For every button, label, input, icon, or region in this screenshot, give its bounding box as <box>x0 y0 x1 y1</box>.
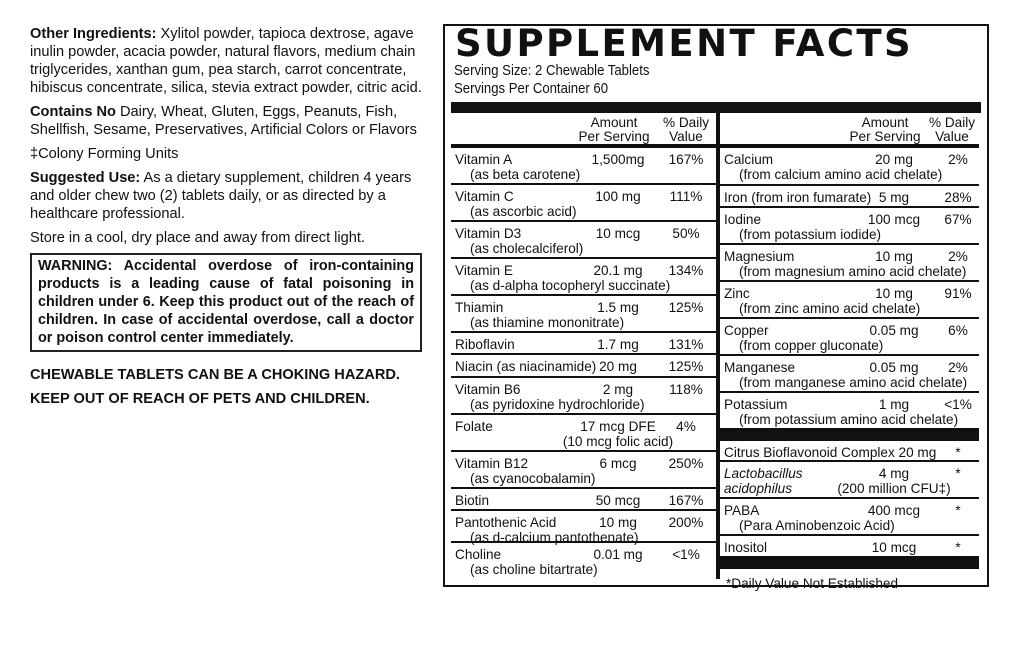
nutrient-row <box>720 319 979 356</box>
nutrient-amount: 2 mg <box>602 382 634 397</box>
nutrient-source: (from magnesium amino acid chelate) <box>739 264 967 279</box>
daily-value: 50% <box>672 226 700 241</box>
nutrient-row <box>720 282 979 319</box>
dv-header: % Daily Value <box>928 115 976 144</box>
nutrient-row <box>451 333 716 355</box>
nutrient-name: PABA <box>724 503 760 518</box>
nutrient-name: Potassium <box>724 397 788 412</box>
nutrient-name: Manganese <box>724 360 796 375</box>
nutrient-name: Iron (from iron fumarate) <box>724 190 872 205</box>
nutrient-name: Choline <box>455 547 502 562</box>
column-header <box>451 113 716 148</box>
nutrient-name: Niacin (as niacinamide) <box>455 359 597 374</box>
nutrient-amount: 4 mg <box>878 466 910 481</box>
daily-value: 67% <box>944 212 972 227</box>
nutrient-amount: 1,500mg <box>591 152 645 167</box>
amount-header: Amount Per Serving <box>849 115 921 144</box>
nutrient-name: Vitamin D3 <box>455 226 522 241</box>
nutrient-row <box>720 148 979 186</box>
daily-value: 111% <box>669 189 703 204</box>
nutrient-amount-detail: (10 mcg folic acid) <box>562 434 674 449</box>
nutrient-row <box>720 356 979 393</box>
nutrient-source: (from zinc amino acid chelate) <box>739 301 921 316</box>
daily-value: 167% <box>668 152 704 167</box>
nutrient-name-line2: acidophilus <box>724 481 793 496</box>
daily-value: 4% <box>676 419 696 434</box>
nutrient-name: Copper <box>724 323 769 338</box>
daily-value: 134% <box>668 263 704 278</box>
nutrient-amount: 50 mcg <box>595 493 641 508</box>
suggested-use-text: As a dietary supplement, children 4 years and older chew two (2) tablets daily, or as directed by a healthcare professional. <box>30 170 412 222</box>
nutrient-name: Iodine <box>724 212 762 227</box>
nutrient-amount: 0.05 mg <box>869 323 919 338</box>
daily-value: <1% <box>672 547 700 562</box>
serving-size: Serving Size: 2 Chewable Tablets <box>454 63 650 79</box>
nutrient-amount: 0.01 mg <box>593 547 643 562</box>
daily-value: 167% <box>668 493 704 508</box>
footnote-row <box>720 569 979 599</box>
daily-value: 2% <box>948 152 968 167</box>
supplement-facts-panel <box>443 22 989 591</box>
nutrient-name: Pantothenic Acid <box>455 515 557 530</box>
nutrient-amount: 1.7 mg <box>597 337 639 352</box>
column-header <box>720 113 979 148</box>
nutrient-row <box>720 393 979 430</box>
nutrient-name: Vitamin E <box>455 263 513 278</box>
nutrient-source: (from manganese amino acid chelate) <box>739 375 968 390</box>
cfu-note: ‡Colony Forming Units <box>30 146 179 162</box>
nutrient-amount: 100 mg <box>595 189 641 204</box>
suggested-use <box>30 169 422 223</box>
nutrient-row <box>720 245 979 282</box>
suggested-use-label: Suggested Use: <box>30 170 141 186</box>
daily-value: * <box>955 466 961 481</box>
nutrient-source: (as d-alpha tocopheryl succinate) <box>470 278 671 293</box>
nutrient-row <box>451 185 716 222</box>
nutrient-source: (Para Aminobenzoic Acid) <box>739 518 895 533</box>
nutrient-name: Magnesium <box>724 249 795 264</box>
nutrient-name: Vitamin B6 <box>455 382 521 397</box>
daily-value: 125% <box>668 300 704 315</box>
nutrient-source: (as choline bitartrate) <box>470 562 598 577</box>
nutrient-name: Biotin <box>455 493 490 508</box>
nutrient-amount-detail: (200 million CFU‡) <box>837 481 951 496</box>
nutrient-row <box>720 462 979 499</box>
contains-no-text: Dairy, Wheat, Gluten, Eggs, Peanuts, Fish, Shellfish, Sesame, Preservatives, Artificial Colors or Flavors <box>30 104 417 138</box>
nutrient-source: (as d-calcium pantothenate) <box>470 530 639 545</box>
nutrient-row <box>720 186 979 208</box>
nutrient-amount: 6 mcg <box>599 456 637 471</box>
nutrient-name: Folate <box>455 419 493 434</box>
nutrient-row <box>720 441 979 462</box>
nutrient-row <box>451 378 716 415</box>
nutrient-source: (as thiamine mononitrate) <box>470 315 625 330</box>
warning-box: WARNING: Accidental overdose of iron-containing products is a leading cause of fatal poisoning in children under 6. Keep this product out of the reach of children. In case of accidental overdose, call a doctor or poison control center immediately. <box>30 253 422 352</box>
nutrient-amount: 10 mg <box>875 249 913 264</box>
keep-out-of-reach: KEEP OUT OF REACH OF PETS AND CHILDREN. <box>30 391 370 407</box>
daily-value: * <box>955 540 961 555</box>
nutrient-amount: 0.05 mg <box>869 360 919 375</box>
nutrient-source: (as ascorbic acid) <box>470 204 577 219</box>
nutrient-amount: 20.1 mg <box>593 263 643 278</box>
left-panel <box>30 25 422 414</box>
nutrient-row <box>451 489 716 511</box>
nutrient-amount: 17 mcg DFE <box>580 419 656 434</box>
daily-value: 91% <box>944 286 972 301</box>
nutrient-amount: 10 mcg <box>871 540 917 555</box>
nutrient-name: Thiamin <box>455 300 504 315</box>
nutrient-source: (as pyridoxine hydrochloride) <box>470 397 645 412</box>
nutrient-row <box>720 499 979 536</box>
nutrient-name: Vitamin A <box>455 152 513 167</box>
nutrient-source: (as beta carotene) <box>470 167 581 182</box>
nutrient-name: Inositol <box>724 540 768 555</box>
nutrient-amount: 1 mg <box>878 397 910 412</box>
daily-value: * <box>955 445 961 460</box>
daily-value: 125% <box>668 359 704 374</box>
facts-title: SUPPLEMENT FACTS <box>455 22 914 65</box>
nutrient-amount: 10 mcg <box>595 226 641 241</box>
dv-header: % Daily Value <box>662 115 710 144</box>
nutrient-source: (from calcium amino acid chelate) <box>739 167 943 182</box>
daily-value: 250% <box>668 456 704 471</box>
daily-value: 28% <box>944 190 972 205</box>
daily-value: <1% <box>944 397 972 412</box>
nutrient-amount: 10 mg <box>875 286 913 301</box>
nutrient-row <box>451 148 716 185</box>
right-nutrient-column <box>720 113 979 599</box>
amount-header: Amount Per Serving <box>578 115 650 144</box>
nutrient-name: Vitamin C <box>455 189 514 204</box>
bottom-rule <box>720 558 979 569</box>
daily-value: 200% <box>668 515 704 530</box>
contains-no-label: Contains No <box>30 104 116 120</box>
nutrient-name: Vitamin B12 <box>455 456 529 471</box>
servings-per-container: Servings Per Container 60 <box>454 81 609 97</box>
nutrient-amount: 400 mcg <box>867 503 921 518</box>
nutrient-row <box>451 355 716 378</box>
other-ingredients-text: Xylitol powder, tapioca dextrose, agave inulin powder, acacia powder, natural flavors, medium chain triglycerides, xanthan gum, pea starch, carrot concentrate, hibiscus concentrate, silica, stevia extract powder, citric acid. <box>30 26 422 96</box>
other-ingredients-label: Other Ingredients: <box>30 26 157 42</box>
nutrient-source: (as cyanocobalamin) <box>470 471 596 486</box>
daily-value: 2% <box>948 249 968 264</box>
choking-hazard: CHEWABLE TABLETS CAN BE A CHOKING HAZARD. <box>30 367 400 383</box>
nutrient-name: Lactobacillus <box>724 466 803 481</box>
daily-value: 131% <box>668 337 704 352</box>
nutrient-amount: 1.5 mg <box>597 300 639 315</box>
daily-value: 6% <box>948 323 968 338</box>
nutrient-amount: 10 mg <box>599 515 637 530</box>
daily-value: * <box>955 503 961 518</box>
nutrient-amount: 20 mg <box>875 152 913 167</box>
nutrient-source: (from potassium iodide) <box>739 227 882 242</box>
daily-value: 118% <box>669 382 703 397</box>
nutrient-amount: 5 mg <box>878 190 910 205</box>
nutrient-row <box>451 415 716 452</box>
nutrient-row <box>720 208 979 245</box>
nutrient-source: (from potassium amino acid chelate) <box>739 412 959 427</box>
nutrient-row <box>451 259 716 296</box>
nutrient-source: (as cholecalciferol) <box>470 241 584 256</box>
nutrient-name: Riboflavin <box>455 337 515 352</box>
nutrient-row <box>451 543 716 581</box>
nutrient-row <box>451 511 716 543</box>
nutrient-name: Calcium <box>724 152 774 167</box>
nutrient-amount: 100 mcg <box>867 212 921 227</box>
nutrient-row <box>451 452 716 489</box>
nutrient-row <box>720 536 979 558</box>
nutrient-source: (from copper gluconate) <box>739 338 884 353</box>
nutrient-name: Citrus Bioflavonoid Complex 20 mg <box>724 445 937 460</box>
storage-note: Store in a cool, dry place and away from direct light. <box>30 230 366 246</box>
contains-no <box>30 103 422 139</box>
section-rule <box>720 430 979 441</box>
left-nutrient-column <box>451 113 716 581</box>
daily-value: 2% <box>948 360 968 375</box>
other-ingredients <box>30 25 422 97</box>
nutrient-row <box>451 296 716 333</box>
daily-value-footnote: *Daily Value Not Established <box>726 576 899 591</box>
nutrient-row <box>451 222 716 259</box>
nutrient-name: Zinc <box>724 286 750 301</box>
nutrient-amount: 20 mg <box>599 359 637 374</box>
top-rule <box>451 102 981 113</box>
